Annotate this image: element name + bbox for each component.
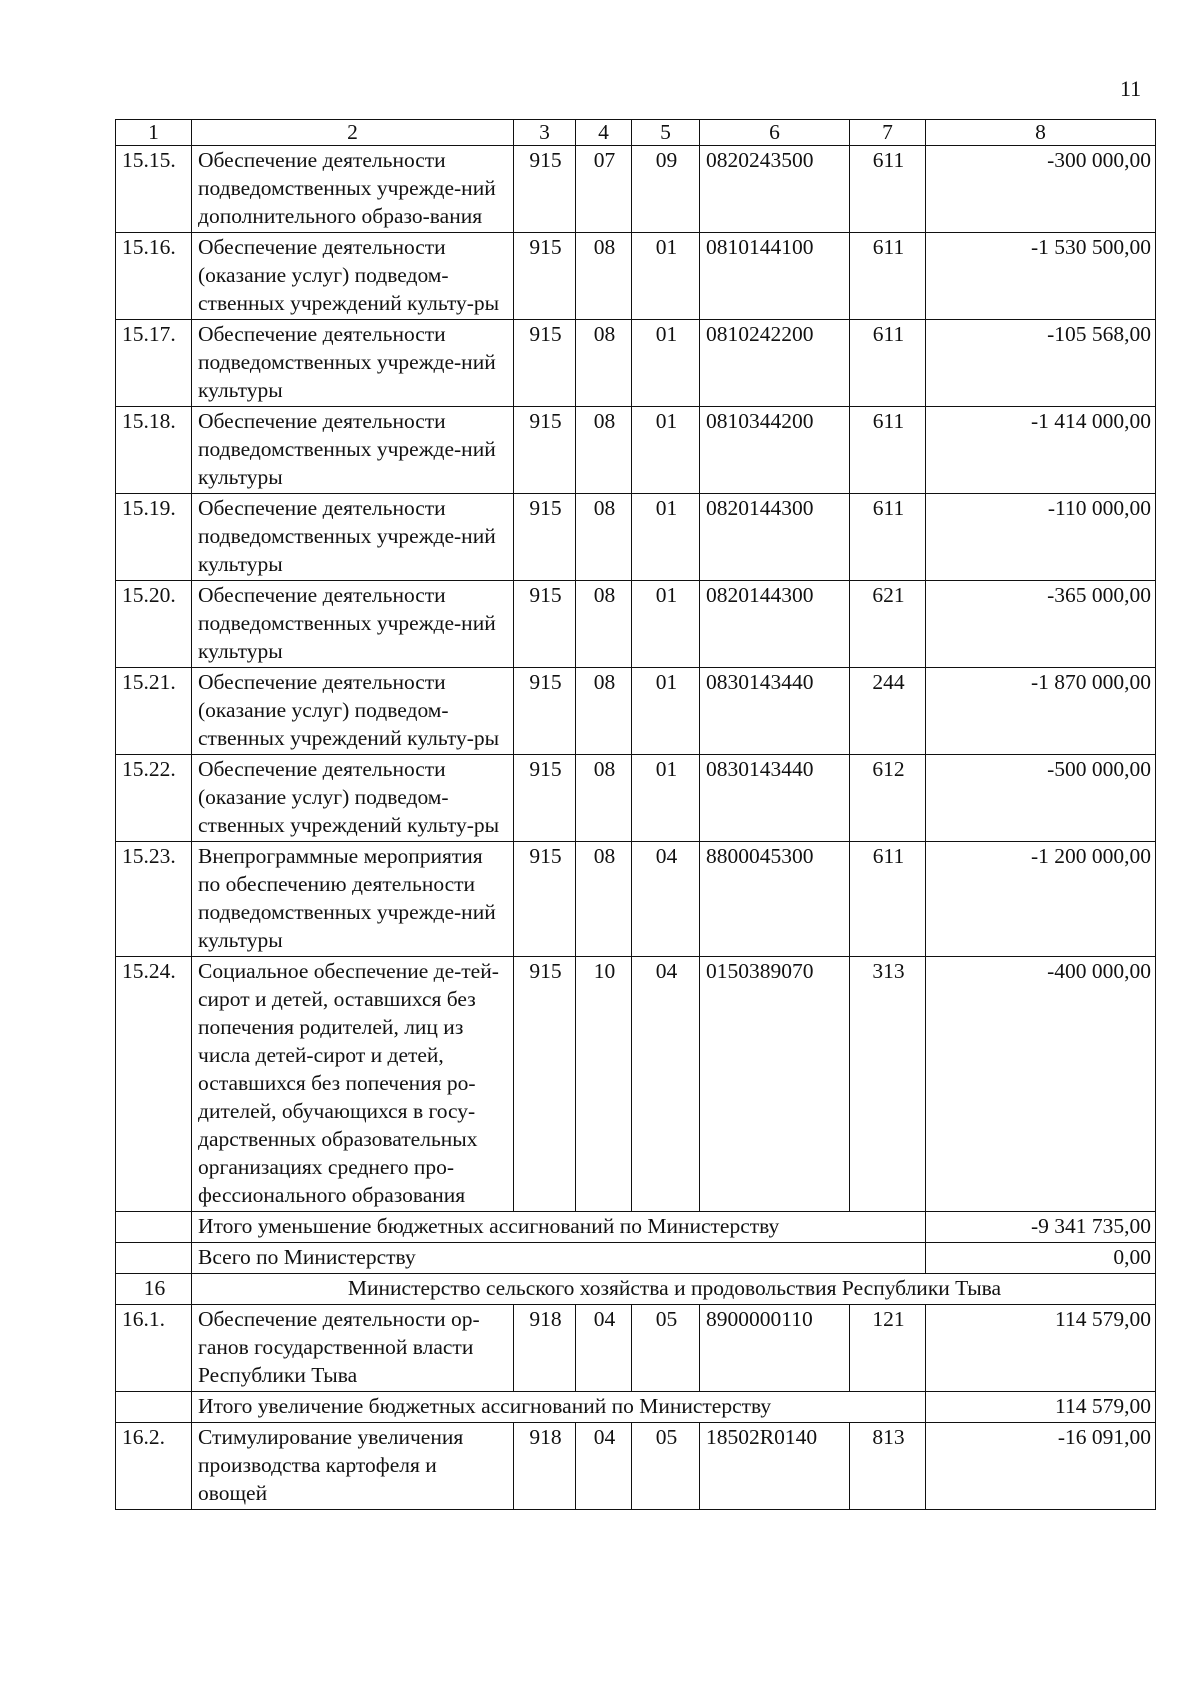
section-code-cell: 07 (576, 146, 632, 233)
table-row (116, 755, 1156, 842)
code-cell: 915 (514, 957, 576, 1212)
row-description: Обеспечение деятельности ор-ганов государственной власти Республики Тыва (192, 1305, 514, 1392)
table-row (116, 1305, 1156, 1392)
target-article-cell: 0830143440 (700, 755, 850, 842)
amount-cell: -400 000,00 (926, 957, 1156, 1212)
total-decrease-row (116, 1212, 1156, 1243)
section-title: Министерство сельского хозяйства и продовольствия Республики Тыва (192, 1274, 1156, 1305)
amount-cell: -1 870 000,00 (926, 668, 1156, 755)
target-article-cell: 0150389070 (700, 957, 850, 1212)
row-number: 15.16. (116, 233, 192, 320)
subsection-code-cell: 05 (632, 1305, 700, 1392)
row-description: Внепрограммные мероприятия по обеспечению деятельности подведомственных учрежде-ний культуры (192, 842, 514, 957)
col-header: 5 (632, 120, 700, 146)
section-code-cell: 08 (576, 233, 632, 320)
target-article-cell: 8800045300 (700, 842, 850, 957)
section-code-cell: 08 (576, 842, 632, 957)
target-article-cell: 0820243500 (700, 146, 850, 233)
section-code-cell: 08 (576, 755, 632, 842)
row-number: 15.22. (116, 755, 192, 842)
col-header: 3 (514, 120, 576, 146)
code-cell: 915 (514, 146, 576, 233)
subsection-code-cell: 05 (632, 1423, 700, 1510)
row-description: Обеспечение деятельности подведомственных учрежде-ний культуры (192, 581, 514, 668)
code-cell: 918 (514, 1423, 576, 1510)
total-value: 114 579,00 (926, 1392, 1156, 1423)
row-number: 15.17. (116, 320, 192, 407)
target-article-cell: 0830143440 (700, 668, 850, 755)
total-label: Итого увеличение бюджетных ассигнований по Министерству (192, 1392, 926, 1423)
row-description: Обеспечение деятельности подведомственных учрежде-ний культуры (192, 320, 514, 407)
row-description: Обеспечение деятельности (оказание услуг) подведом-ственных учреждений культу-ры (192, 233, 514, 320)
row-description: Обеспечение деятельности (оказание услуг) подведом-ственных учреждений культу-ры (192, 668, 514, 755)
target-article-cell: 0810344200 (700, 407, 850, 494)
row-description: Обеспечение деятельности подведомственных учрежде-ний культуры (192, 494, 514, 581)
grand-total-row (116, 1243, 1156, 1274)
row-number: 15.19. (116, 494, 192, 581)
page-number: 11 (1120, 76, 1142, 101)
code-cell: 915 (514, 755, 576, 842)
expense-type-cell: 611 (850, 146, 926, 233)
row-number: 15.18. (116, 407, 192, 494)
subsection-code-cell: 01 (632, 755, 700, 842)
code-cell: 915 (514, 233, 576, 320)
amount-cell: -365 000,00 (926, 581, 1156, 668)
section-code-cell: 04 (576, 1423, 632, 1510)
amount-cell: -1 200 000,00 (926, 842, 1156, 957)
subsection-code-cell: 01 (632, 233, 700, 320)
col-header: 8 (926, 120, 1156, 146)
expense-type-cell: 611 (850, 233, 926, 320)
total-label: Всего по Министерству (192, 1243, 926, 1274)
table-row (116, 146, 1156, 233)
row-number: 15.21. (116, 668, 192, 755)
row-description: Обеспечение деятельности (оказание услуг) подведом-ственных учреждений культу-ры (192, 755, 514, 842)
amount-cell: -110 000,00 (926, 494, 1156, 581)
col-header: 4 (576, 120, 632, 146)
target-article-cell: 18502R0140 (700, 1423, 850, 1510)
column-number-row (116, 120, 1156, 146)
expense-type-cell: 813 (850, 1423, 926, 1510)
target-article-cell: 8900000110 (700, 1305, 850, 1392)
amount-cell: -16 091,00 (926, 1423, 1156, 1510)
amount-cell: -105 568,00 (926, 320, 1156, 407)
code-cell: 915 (514, 842, 576, 957)
expense-type-cell: 611 (850, 407, 926, 494)
row-number: 16.1. (116, 1305, 192, 1392)
row-description: Обеспечение деятельности подведомственных учрежде-ний дополнительного образо-вания (192, 146, 514, 233)
empty-cell (116, 1392, 192, 1423)
table-row (116, 320, 1156, 407)
code-cell: 915 (514, 320, 576, 407)
section-code-cell: 08 (576, 320, 632, 407)
subsection-code-cell: 01 (632, 581, 700, 668)
subsection-code-cell: 01 (632, 494, 700, 581)
section-code-cell: 08 (576, 494, 632, 581)
section-header-row (116, 1274, 1156, 1305)
target-article-cell: 0810242200 (700, 320, 850, 407)
target-article-cell: 0810144100 (700, 233, 850, 320)
section-code-cell: 08 (576, 668, 632, 755)
expense-type-cell: 121 (850, 1305, 926, 1392)
section-number: 16 (116, 1274, 192, 1305)
target-article-cell: 0820144300 (700, 494, 850, 581)
code-cell: 915 (514, 407, 576, 494)
row-description: Обеспечение деятельности подведомственных учрежде-ний культуры (192, 407, 514, 494)
col-header: 7 (850, 120, 926, 146)
subsection-code-cell: 09 (632, 146, 700, 233)
table-row (116, 668, 1156, 755)
section-code-cell: 08 (576, 581, 632, 668)
amount-cell: -1 414 000,00 (926, 407, 1156, 494)
subsection-code-cell: 01 (632, 668, 700, 755)
total-value: 0,00 (926, 1243, 1156, 1274)
row-number: 15.15. (116, 146, 192, 233)
col-header: 2 (192, 120, 514, 146)
expense-type-cell: 621 (850, 581, 926, 668)
code-cell: 915 (514, 668, 576, 755)
total-label: Итого уменьшение бюджетных ассигнований по Министерству (192, 1212, 926, 1243)
row-description: Стимулирование увеличения производства картофеля и овощей (192, 1423, 514, 1510)
expense-type-cell: 244 (850, 668, 926, 755)
expense-type-cell: 611 (850, 842, 926, 957)
row-number: 15.23. (116, 842, 192, 957)
amount-cell: -300 000,00 (926, 146, 1156, 233)
code-cell: 915 (514, 494, 576, 581)
table-row (116, 957, 1156, 1212)
total-value: -9 341 735,00 (926, 1212, 1156, 1243)
amount-cell: -1 530 500,00 (926, 233, 1156, 320)
table-row (116, 842, 1156, 957)
total-increase-row (116, 1392, 1156, 1423)
empty-cell (116, 1212, 192, 1243)
code-cell: 918 (514, 1305, 576, 1392)
expense-type-cell: 612 (850, 755, 926, 842)
table-row (116, 1423, 1156, 1510)
subsection-code-cell: 04 (632, 957, 700, 1212)
code-cell: 915 (514, 581, 576, 668)
target-article-cell: 0820144300 (700, 581, 850, 668)
section-code-cell: 08 (576, 407, 632, 494)
subsection-code-cell: 04 (632, 842, 700, 957)
subsection-code-cell: 01 (632, 320, 700, 407)
section-code-cell: 10 (576, 957, 632, 1212)
section-code-cell: 04 (576, 1305, 632, 1392)
subsection-code-cell: 01 (632, 407, 700, 494)
expense-type-cell: 313 (850, 957, 926, 1212)
row-number: 15.20. (116, 581, 192, 668)
col-header: 6 (700, 120, 850, 146)
table-row (116, 233, 1156, 320)
budget-table (115, 119, 1156, 1510)
empty-cell (116, 1243, 192, 1274)
expense-type-cell: 611 (850, 494, 926, 581)
row-description: Социальное обеспечение де-тей-сирот и детей, оставшихся без попечения родителей, лиц из числа детей-сирот и детей, оставшихся без попечения ро-дителей, обучающихся в госу-дарственных образовательных организациях среднего про-фессионального образования (192, 957, 514, 1212)
amount-cell: 114 579,00 (926, 1305, 1156, 1392)
table-row (116, 581, 1156, 668)
col-header: 1 (116, 120, 192, 146)
amount-cell: -500 000,00 (926, 755, 1156, 842)
row-number: 15.24. (116, 957, 192, 1212)
table-row (116, 494, 1156, 581)
row-number: 16.2. (116, 1423, 192, 1510)
expense-type-cell: 611 (850, 320, 926, 407)
table-row (116, 407, 1156, 494)
